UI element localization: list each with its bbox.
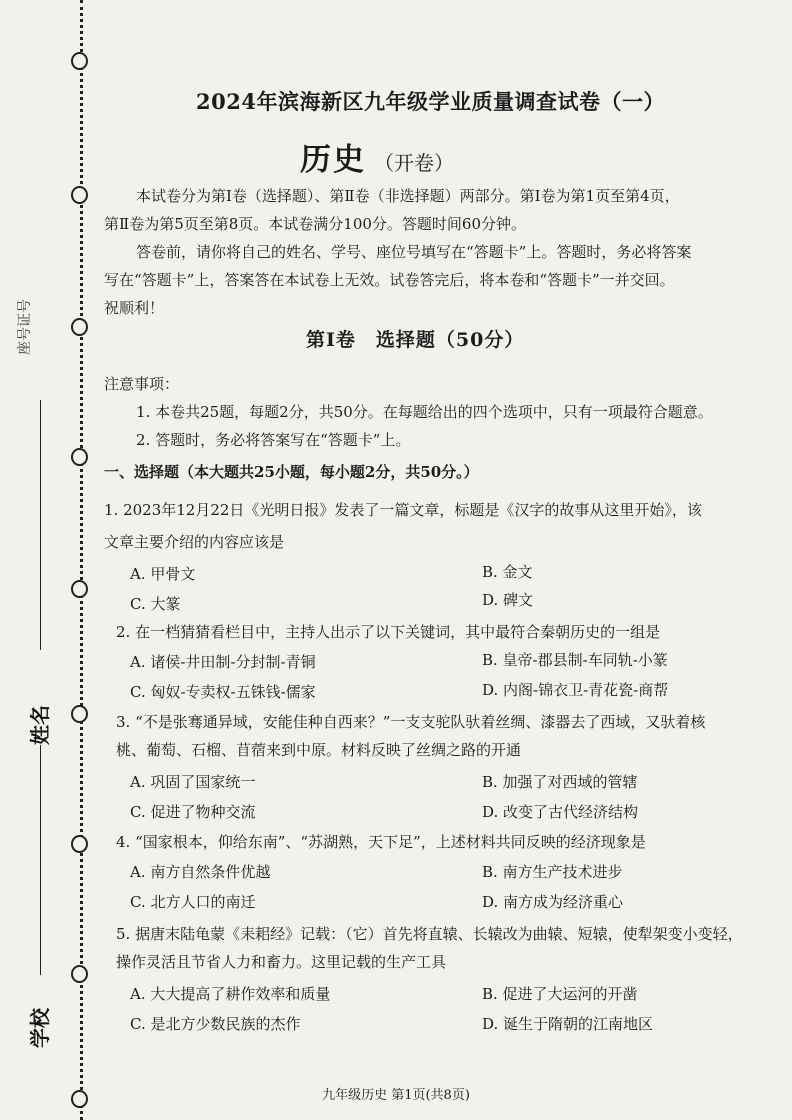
subject-note: （开卷） <box>374 151 454 175</box>
binding-margin <box>0 0 100 1120</box>
option-c: C. 北方人口的南迁 <box>130 893 256 911</box>
question-stem: 5. 据唐末陆龟蒙《耒耜经》记载：（它）首先将直辕、长辕改为曲辕、短辕，使犁架变小变轻， <box>116 925 743 943</box>
binding-hole <box>71 318 88 336</box>
question-stem: 桃、葡萄、石榴、苜蓿来到中原。材料反映了丝绸之路的开通 <box>116 741 522 759</box>
intro-line: 本试卷分为第Ⅰ卷（选择题）、第Ⅱ卷（非选择题）两部分。第Ⅰ卷为第1页至第4页， <box>136 187 680 205</box>
name-label: 姓名 <box>28 705 52 745</box>
binding-hole <box>71 448 88 466</box>
intro-line: 写在“答题卡”上，答案答在本试卷上无效。试卷答完后，将本卷和“答题卡”一并交回。 <box>104 271 675 289</box>
option-a: A. 大大提高了耕作效率和质量 <box>130 985 331 1003</box>
question-stem: 1. 2023年12月22日《光明日报》发表了一篇文章，标题是《汉字的故事从这里开始》，该 <box>104 501 702 519</box>
binding-hole <box>71 52 88 70</box>
part1-title: 第Ⅰ卷 选择题（50分） <box>306 329 525 351</box>
exam-title: 2024年滨海新区九年级学业质量调查试卷（一） <box>196 89 665 114</box>
option-a: A. 南方自然条件优越 <box>130 863 271 881</box>
notice-item: 1. 本卷共25题，每题2分，共50分。在每题给出的四个选项中，只有一项最符合题意。 <box>136 403 713 421</box>
question-stem: 文章主要介绍的内容应该是 <box>104 533 285 551</box>
question-stem: 2. 在一档猜猜看栏目中，主持人出示了以下关键词，其中最符合秦朝历史的一组是 <box>116 623 661 641</box>
option-a: A. 巩固了国家统一 <box>130 773 256 791</box>
notice-heading: 注意事项： <box>104 375 180 393</box>
option-d: D. 改变了古代经济结构 <box>482 803 639 821</box>
option-a: A. 甲骨文 <box>130 565 196 583</box>
school-label: 学校 <box>28 1008 52 1048</box>
question-stem: 4. “国家根本，仰给东南”、“苏湖熟，天下足”，上述材料共同反映的经济现象是 <box>116 833 646 851</box>
seat-number-label: 座号证号 <box>17 299 33 355</box>
subject-name: 历史 <box>300 142 366 178</box>
option-b: B. 加强了对西域的管辖 <box>482 773 638 791</box>
option-d: D. 内阁-锦衣卫-青花瓷-商帮 <box>482 681 669 699</box>
option-d: D. 诞生于隋朝的江南地区 <box>482 1015 654 1033</box>
section-heading: 一、选择题（本大题共25小题，每小题2分，共50分。） <box>104 463 479 481</box>
seat-number-line <box>40 400 41 650</box>
name-line <box>40 745 41 975</box>
option-a: A. 诸侯-井田制-分封制-青铜 <box>130 653 316 671</box>
option-d: D. 碑文 <box>482 591 534 609</box>
intro-line: 第Ⅱ卷为第5页至第8页。本试卷满分100分。答题时间60分钟。 <box>104 215 527 233</box>
intro-line: 祝顺利！ <box>104 299 165 317</box>
option-b: B. 南方生产技术进步 <box>482 863 623 881</box>
question-stem: 3. “不是张骞通异域，安能佳种自西来？”一支支驼队驮着丝绸、漆器去了西域，又驮着核 <box>116 713 706 731</box>
binding-hole <box>71 580 88 598</box>
binding-hole <box>71 965 88 983</box>
option-b: B. 促进了大运河的开凿 <box>482 985 638 1003</box>
notice-item: 2. 答题时，务必将答案写在“答题卡”上。 <box>136 431 411 449</box>
binding-hole <box>71 835 88 853</box>
binding-hole <box>71 186 88 204</box>
option-c: C. 是北方少数民族的杰作 <box>130 1015 301 1033</box>
option-c: C. 促进了物种交流 <box>130 803 256 821</box>
intro-line: 答卷前，请你将自己的姓名、学号、座位号填写在“答题卡”上。答题时，务必将答案 <box>136 243 692 261</box>
option-b: B. 皇帝-郡县制-车同轨-小篆 <box>482 651 668 669</box>
page-footer: 九年级历史 第1页(共8页) <box>322 1088 470 1103</box>
option-d: D. 南方成为经济重心 <box>482 893 624 911</box>
question-stem: 操作灵活且节省人力和畜力。这里记载的生产工具 <box>116 953 447 971</box>
subject-heading <box>300 140 454 185</box>
option-c: C. 匈奴-专卖权-五铢钱-儒家 <box>130 683 316 701</box>
binding-hole <box>71 705 88 723</box>
option-c: C. 大篆 <box>130 595 181 613</box>
binding-dotted-line <box>80 0 83 1120</box>
option-b: B. 金文 <box>482 563 533 581</box>
